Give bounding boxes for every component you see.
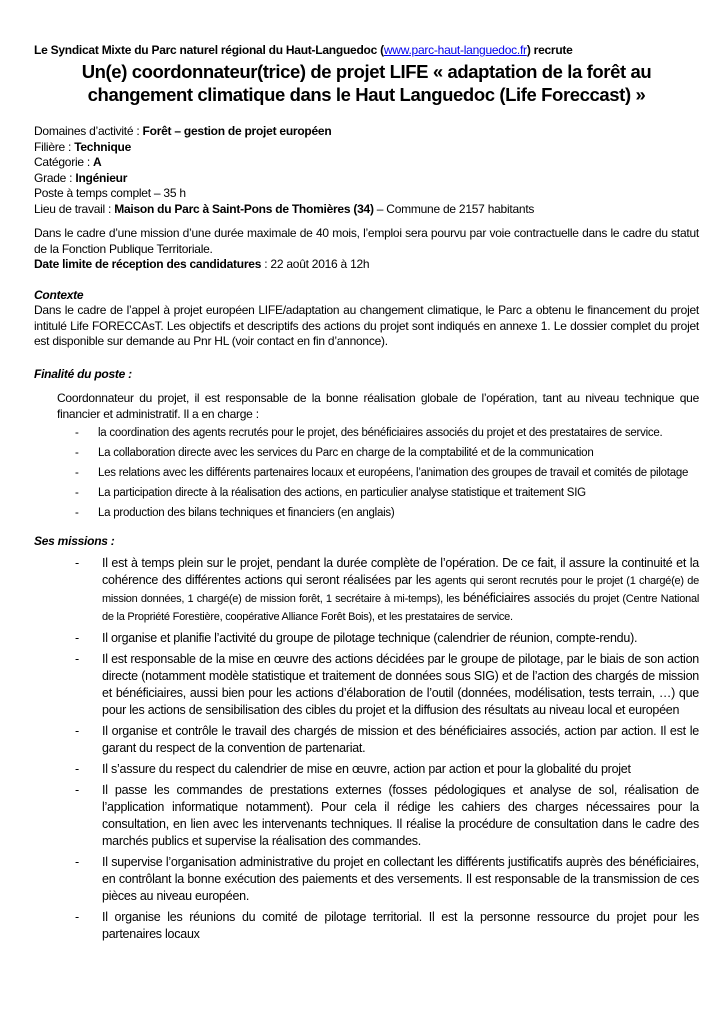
- list-item: - La production des bilans techniques et financiers (en anglais): [75, 506, 699, 522]
- deadline-line: [34, 257, 699, 273]
- intro-paragraph: [34, 226, 699, 273]
- list-item: - Il est responsable de la mise en œuvre des actions décidées par le groupe de pilotage, par le biais de son action directe (notamment modèle statistique et traitement de données sous SIG) et de l’action des chargés de mission et bénéficiaires, aussi bien pour les actions d’élaboration de l’outil (données, modélisation, tests terrain, …) que pour les actions de sensibilisation des cibles du projet et la diffusion des résultats au niveau local et européen: [75, 652, 699, 717]
- meta-categorie-value: A: [93, 155, 102, 169]
- bullet-dash: -: [75, 487, 79, 499]
- missions-list: [34, 555, 699, 943]
- list-item: - Les relations avec les différents partenaires locaux et européens, l’animation des groupes de travail et comités de pilotage: [75, 466, 699, 482]
- bullet-dash: -: [75, 447, 79, 459]
- finalite-heading: Finalité du poste :: [34, 366, 132, 381]
- employer-suffix: ) recrute: [526, 43, 573, 57]
- missions-heading: Ses missions :: [34, 533, 115, 548]
- meta-lieu-value: Maison du Parc à Saint-Pons de Thomières (34): [114, 201, 374, 216]
- list-item: - Il supervise l’organisation administrative du projet en collectant les différents justificatifs auprès des bénéficiaires, en contrôlant la bonne exécution des paiements et des versements. Il est responsable de la transmission de ces pièces au niveau européen.: [75, 855, 699, 903]
- employer-website-link[interactable]: www.parc-haut-languedoc.fr: [383, 43, 527, 57]
- list-item: - Il passe les commandes de prestations externes (fosses pédologiques et analyse de sol, réalisation de l’application informatique notamment). Pour cela il rédige les cahiers des charges nécessaires pour la consultation, en lien avec les intervenants techniques. Il réalise la procédure de consultation dans le cadre des marchés publics et supervise la réalisation des commandes.: [75, 783, 699, 848]
- meta-lieu: Lieu de travail : Maison du Parc à Saint-Pons de Thomières (34) – Commune de 2157 habitants: [34, 201, 535, 216]
- bullet-dash: -: [75, 855, 79, 869]
- meta-domaines: Domaines d’activité : Forêt – gestion de projet européen: [34, 124, 332, 138]
- bullet-dash: -: [75, 652, 79, 666]
- bullet-dash: -: [75, 631, 79, 645]
- bullet-dash: -: [75, 783, 79, 797]
- employer-line: [34, 42, 699, 58]
- contexte-heading: Contexte: [34, 287, 84, 302]
- deadline-label: Date limite de réception des candidatures: [34, 257, 262, 271]
- list-item: - Il organise et planifie l’activité du groupe de pilotage technique (calendrier de réunion, compte-rendu).: [75, 631, 638, 645]
- list-item: - La collaboration directe avec les services du Parc en charge de la comptabilité et de la communication: [75, 446, 699, 462]
- meta-filiere-value: Technique: [74, 139, 132, 154]
- finalite-list: [34, 426, 699, 522]
- finalite-intro: Coordonnateur du projet, il est responsable de la bonne réalisation globale de l’opération, tant au niveau technique que financier et administratif. Il a en charge :: [57, 391, 699, 421]
- meta-poste: Poste à temps complet – 35 h: [34, 186, 186, 200]
- list-item: - Il organise et contrôle le travail des chargés de mission et des bénéficiaires associés, action par action. Il est le garant du respect de la convention de partenariat.: [75, 724, 699, 755]
- job-posting-document: [34, 42, 699, 947]
- meta-domaines-value: Forêt – gestion de projet européen: [142, 124, 332, 138]
- bullet-dash: -: [75, 467, 79, 479]
- bullet-dash: -: [75, 762, 79, 776]
- employer-prefix: Le Syndicat Mixte du Parc naturel régional du Haut-Languedoc (: [34, 43, 384, 57]
- list-item: - Il est à temps plein sur le projet, pendant la durée complète de l’opération. De ce fait, il assure la continuité et la cohérence des différentes actions qui seront réalisées par les agents qui seront recrutés pour le projet (1 chargé(e) de mission données, 1 chargé(e) de mission forêt, 1 secrétaire à mi-temps), les bénéficiaires associés du projet (Centre National de la Propriété Forestière, coopérative Alliance Forêt Bois), et les prestataires de service.: [75, 556, 700, 623]
- bullet-dash: -: [75, 724, 79, 738]
- meta-categorie: Catégorie : A: [34, 155, 102, 169]
- list-item: - Il s’assure du respect du calendrier de mise en œuvre, action par action et pour la globalité du projet: [75, 762, 631, 776]
- list-item: - Il organise les réunions du comité de pilotage territorial. Il est la personne ressource du projet pour les partenaires locaux: [75, 910, 699, 941]
- bullet-dash: -: [75, 427, 79, 439]
- meta-grade-value: Ingénieur: [75, 170, 128, 185]
- meta-filiere: Filière : Technique: [34, 139, 132, 154]
- list-item: - la coordination des agents recrutés pour le projet, des bénéficiaires associés du projet et des prestataires de service.: [75, 426, 699, 442]
- intro-text: Dans le cadre d’une mission d’une durée maximale de 40 mois, l’emploi sera pourvu par voie contractuelle dans le cadre du statut de la Fonction Publique Territoriale.: [34, 226, 699, 256]
- job-meta: [34, 124, 699, 217]
- bullet-dash: -: [75, 910, 79, 924]
- meta-grade: Grade : Ingénieur: [34, 170, 128, 185]
- contexte-text: Dans le cadre de l’appel à projet européen LIFE/adaptation au changement climatique, le Parc a obtenu le financement du projet intitulé Life FORECCAsT. Les objectifs et descriptifs des actions du projet sont indiqués en annexe 1. Le dossier complet du projet est disponible sur demande au Pnr HL (voir contact en fin d’annonce).: [34, 303, 699, 348]
- bullet-dash: -: [75, 507, 79, 519]
- list-item: - La participation directe à la réalisation des actions, en particulier analyse statistique et traitement SIG: [75, 486, 699, 502]
- bullet-dash: -: [75, 556, 79, 570]
- page-title: Un(e) coordonnateur(trice) de projet LIFE « adaptation de la forêt au changement climatique dans le Haut Languedoc (Life Foreccast) »: [81, 61, 652, 105]
- deadline-value: : 22 août 2016 à 12h: [261, 257, 370, 271]
